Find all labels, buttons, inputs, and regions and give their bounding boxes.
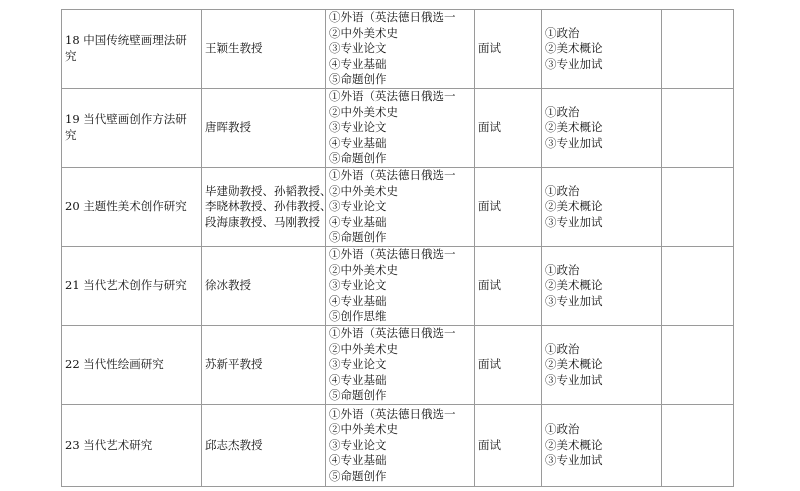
exam-mode-cell: 面试: [475, 326, 542, 405]
subject-line: ③专业论文: [329, 120, 387, 135]
note-cell: [662, 405, 734, 487]
exam-mode-cell: 面试: [475, 89, 542, 168]
table-row: [62, 10, 734, 89]
table-row: [62, 89, 734, 168]
retest-line: ②美术概论: [545, 357, 603, 372]
subject-line: ④专业基础: [329, 56, 387, 71]
subject-line: ③专业论文: [329, 199, 387, 214]
subject-line: ①外语（英法德日俄选一: [329, 89, 456, 104]
retest-line: ③专业加试: [545, 56, 603, 71]
tutor-line: 毕建勋教授、孙韬教授、: [205, 183, 332, 198]
tutor-line: 王颖生教授: [205, 41, 263, 56]
tutor-line: 李晓林教授、孙伟教授、: [205, 199, 332, 214]
subject-line: ③专业论文: [329, 278, 387, 293]
retest-subjects-cell: [542, 326, 662, 405]
exam-subjects-cell: [326, 326, 475, 405]
research-direction-cell: 18 中国传统壁画理法研究: [62, 10, 202, 89]
retest-line: ②美术概论: [545, 120, 603, 135]
tutor-line: 徐冰教授: [205, 278, 251, 293]
subject-line: ⑤命题创作: [329, 151, 387, 166]
table-row: [62, 168, 734, 247]
exam-mode-cell: 面试: [475, 405, 542, 487]
tutor-cell: [202, 89, 326, 168]
tutor-line: 邱志杰教授: [205, 437, 263, 452]
note-cell: [662, 247, 734, 326]
note-cell: [662, 10, 734, 89]
retest-line: ②美术概论: [545, 278, 603, 293]
retest-line: ③专业加试: [545, 453, 603, 468]
subject-line: ①外语（英法德日俄选一: [329, 406, 456, 421]
subject-line: ⑤命题创作: [329, 230, 387, 245]
exam-mode-cell: 面试: [475, 247, 542, 326]
exam-subjects-cell: [326, 405, 475, 487]
subject-line: ⑤创作思维: [329, 309, 387, 324]
research-direction-cell: 21 当代艺术创作与研究: [62, 247, 202, 326]
subject-line: ④专业基础: [329, 214, 387, 229]
table-row: [62, 247, 734, 326]
subject-line: ③专业论文: [329, 357, 387, 372]
subject-line: ②中外美术史: [329, 422, 398, 437]
retest-line: ③专业加试: [545, 293, 603, 308]
research-direction-cell: 23 当代艺术研究: [62, 405, 202, 487]
subject-line: ④专业基础: [329, 372, 387, 387]
retest-subjects-cell: [542, 247, 662, 326]
table-row: [62, 405, 734, 487]
note-cell: [662, 326, 734, 405]
admissions-table: [61, 9, 734, 487]
subject-line: ②中外美术史: [329, 183, 398, 198]
subject-line: ③专业论文: [329, 437, 387, 452]
exam-subjects-cell: [326, 168, 475, 247]
retest-line: ①政治: [545, 104, 580, 119]
retest-line: ③专业加试: [545, 214, 603, 229]
subject-line: ③专业论文: [329, 41, 387, 56]
retest-line: ③专业加试: [545, 135, 603, 150]
exam-subjects-cell: [326, 89, 475, 168]
retest-line: ①政治: [545, 262, 580, 277]
retest-subjects-cell: [542, 89, 662, 168]
tutor-cell: [202, 168, 332, 247]
table-row: [62, 326, 734, 405]
note-cell: [662, 168, 734, 247]
tutor-line: 唐晖教授: [205, 120, 251, 135]
retest-line: ②美术概论: [545, 41, 603, 56]
tutor-line: 段海康教授、马刚教授: [205, 214, 320, 229]
subject-line: ①外语（英法德日俄选一: [329, 10, 456, 25]
retest-line: ③专业加试: [545, 372, 603, 387]
research-direction-cell: 22 当代性绘画研究: [62, 326, 202, 405]
exam-mode-cell: 面试: [475, 168, 542, 247]
retest-line: ②美术概论: [545, 199, 603, 214]
retest-line: ①政治: [545, 341, 580, 356]
tutor-cell: [202, 405, 326, 487]
subject-line: ②中外美术史: [329, 262, 398, 277]
note-cell: [662, 89, 734, 168]
tutor-cell: [202, 10, 326, 89]
subject-line: ②中外美术史: [329, 25, 398, 40]
retest-subjects-cell: [542, 10, 662, 89]
subject-line: ①外语（英法德日俄选一: [329, 168, 456, 183]
subject-line: ④专业基础: [329, 453, 387, 468]
subject-line: ④专业基础: [329, 135, 387, 150]
retest-line: ①政治: [545, 183, 580, 198]
exam-subjects-cell: [326, 247, 475, 326]
subject-line: ②中外美术史: [329, 341, 398, 356]
subject-line: ①外语（英法德日俄选一: [329, 326, 456, 341]
subject-line: ②中外美术史: [329, 104, 398, 119]
subject-line: ⑤命题创作: [329, 388, 387, 403]
exam-mode-cell: 面试: [475, 10, 542, 89]
subject-line: ⑤命题创作: [329, 72, 387, 87]
subject-line: ⑤命题创作: [329, 468, 387, 483]
tutor-cell: [202, 326, 326, 405]
retest-line: ①政治: [545, 25, 580, 40]
tutor-cell: [202, 247, 326, 326]
retest-line: ②美术概论: [545, 437, 603, 452]
subject-line: ④专业基础: [329, 293, 387, 308]
tutor-line: 苏新平教授: [205, 357, 263, 372]
exam-subjects-cell: [326, 10, 475, 89]
research-direction-cell: 20 主题性美术创作研究: [62, 168, 202, 247]
research-direction-cell: 19 当代壁画创作方法研究: [62, 89, 202, 168]
retest-line: ①政治: [545, 422, 580, 437]
retest-subjects-cell: [542, 405, 662, 487]
retest-subjects-cell: [542, 168, 662, 247]
subject-line: ①外语（英法德日俄选一: [329, 247, 456, 262]
